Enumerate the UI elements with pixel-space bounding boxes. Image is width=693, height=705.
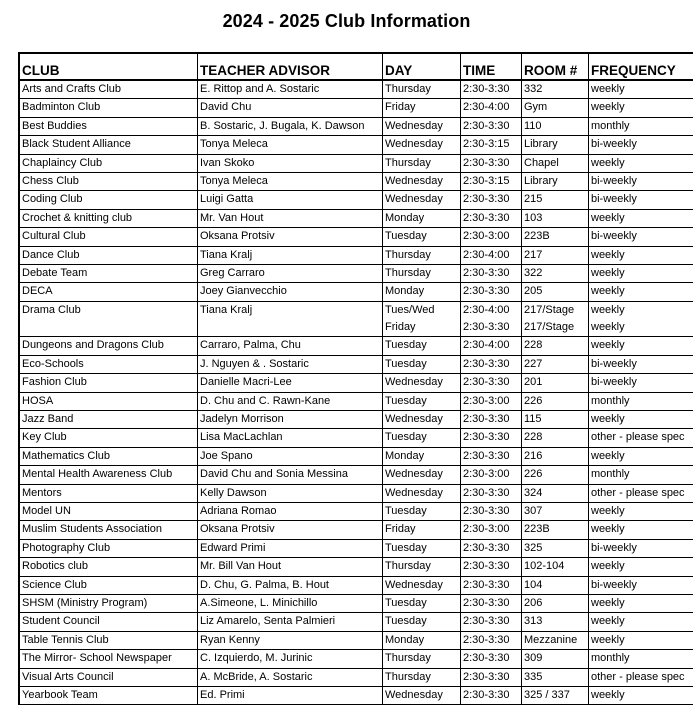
frequency-cell: monthly	[589, 466, 693, 484]
header-row	[19, 53, 693, 80]
room-cell: 216	[522, 447, 589, 465]
time-cell: 2:30-3:30	[461, 686, 522, 704]
table-row	[19, 246, 693, 264]
time-cell: 2:30-3:30	[461, 411, 522, 429]
room-cell: 226	[522, 466, 589, 484]
day-cell: Monday	[383, 447, 461, 465]
frequency-cell: weekly	[589, 209, 693, 227]
club-cell	[19, 319, 198, 337]
club-cell: Jazz Band	[19, 411, 198, 429]
room-cell: Gym	[522, 99, 589, 117]
table-row	[19, 209, 693, 227]
teacher-advisor-cell: A. McBride, A. Sostaric	[198, 668, 383, 686]
table-row	[19, 576, 693, 594]
frequency-cell: weekly	[589, 154, 693, 172]
time-cell: 2:30-3:30	[461, 80, 522, 99]
page-title: 2024 - 2025 Club Information	[0, 11, 693, 32]
room-cell: 223B	[522, 521, 589, 539]
time-cell: 2:30-3:30	[461, 374, 522, 392]
club-cell: Mental Health Awareness Club	[19, 466, 198, 484]
teacher-advisor-cell: Liz Amarelo, Senta Palmieri	[198, 613, 383, 631]
teacher-advisor-cell: Jadelyn Morrison	[198, 411, 383, 429]
club-cell: Debate Team	[19, 264, 198, 282]
table-row	[19, 521, 693, 539]
frequency-cell: bi-weekly	[589, 228, 693, 246]
day-cell: Tuesday	[383, 539, 461, 557]
teacher-advisor-cell: E. Rittop and A. Sostaric	[198, 80, 383, 99]
day-cell: Tues/Wed	[383, 301, 461, 319]
club-cell: Muslim Students Association	[19, 521, 198, 539]
column-header-teacher-advisor: TEACHER ADVISOR	[198, 53, 383, 80]
teacher-advisor-cell: D. Chu, G. Palma, B. Hout	[198, 576, 383, 594]
time-cell: 2:30-3:15	[461, 172, 522, 190]
club-information-table	[18, 52, 693, 705]
day-cell: Tuesday	[383, 355, 461, 373]
time-cell: 2:30-3:30	[461, 154, 522, 172]
club-cell: Black Student Alliance	[19, 136, 198, 154]
time-cell: 2:30-3:30	[461, 429, 522, 447]
table-row	[19, 228, 693, 246]
table-row	[19, 411, 693, 429]
teacher-advisor-cell: Oksana Protsiv	[198, 521, 383, 539]
time-cell: 2:30-3:30	[461, 191, 522, 209]
table-row	[19, 466, 693, 484]
teacher-advisor-cell: Mr. Van Hout	[198, 209, 383, 227]
column-header-day: DAY	[383, 53, 461, 80]
frequency-cell: weekly	[589, 283, 693, 301]
room-cell: 205	[522, 283, 589, 301]
day-cell: Wednesday	[383, 136, 461, 154]
frequency-cell: weekly	[589, 80, 693, 99]
day-cell: Wednesday	[383, 117, 461, 135]
club-cell: Coding Club	[19, 191, 198, 209]
day-cell: Tuesday	[383, 502, 461, 520]
teacher-advisor-cell: C. Izquierdo, M. Jurinic	[198, 650, 383, 668]
frequency-cell: weekly	[589, 686, 693, 704]
time-cell: 2:30-3:30	[461, 650, 522, 668]
room-cell: 215	[522, 191, 589, 209]
table-row	[19, 374, 693, 392]
room-cell: 102-104	[522, 558, 589, 576]
time-cell: 2:30-3:30	[461, 631, 522, 649]
frequency-cell: bi-weekly	[589, 374, 693, 392]
frequency-cell: other - please spec	[589, 484, 693, 502]
day-cell: Wednesday	[383, 191, 461, 209]
time-cell: 2:30-3:30	[461, 355, 522, 373]
table-row	[19, 99, 693, 117]
frequency-cell: weekly	[589, 99, 693, 117]
room-cell: 103	[522, 209, 589, 227]
table-row	[19, 283, 693, 301]
day-cell: Thursday	[383, 558, 461, 576]
room-cell: Chapel	[522, 154, 589, 172]
table-row	[19, 136, 693, 154]
table-row	[19, 172, 693, 190]
day-cell: Wednesday	[383, 576, 461, 594]
teacher-advisor-cell: Edward Primi	[198, 539, 383, 557]
frequency-cell: weekly	[589, 319, 693, 337]
day-cell: Friday	[383, 99, 461, 117]
table-row	[19, 668, 693, 686]
room-cell: Library	[522, 136, 589, 154]
column-header-club: CLUB	[19, 53, 198, 80]
room-cell: 324	[522, 484, 589, 502]
time-cell: 2:30-3:30	[461, 558, 522, 576]
day-cell: Tuesday	[383, 429, 461, 447]
club-cell: Key Club	[19, 429, 198, 447]
teacher-advisor-cell: Tiana Kralj	[198, 246, 383, 264]
day-cell: Tuesday	[383, 613, 461, 631]
table-row	[19, 319, 693, 337]
table-row	[19, 631, 693, 649]
teacher-advisor-cell: Luigi Gatta	[198, 191, 383, 209]
table-row	[19, 686, 693, 704]
club-cell: Drama Club	[19, 301, 198, 319]
time-cell: 2:30-4:00	[461, 337, 522, 355]
room-cell: 228	[522, 337, 589, 355]
table-row	[19, 301, 693, 319]
time-cell: 2:30-3:30	[461, 484, 522, 502]
day-cell: Wednesday	[383, 374, 461, 392]
table-row	[19, 502, 693, 520]
day-cell: Wednesday	[383, 411, 461, 429]
time-cell: 2:30-3:30	[461, 264, 522, 282]
club-cell: Robotics club	[19, 558, 198, 576]
table-row	[19, 337, 693, 355]
club-cell: Crochet & knitting club	[19, 209, 198, 227]
teacher-advisor-cell: Ryan Kenny	[198, 631, 383, 649]
frequency-cell: weekly	[589, 264, 693, 282]
column-header-time: TIME	[461, 53, 522, 80]
teacher-advisor-cell: David Chu and Sonia Messina	[198, 466, 383, 484]
frequency-cell: monthly	[589, 392, 693, 410]
column-header-frequency: FREQUENCY	[589, 53, 693, 80]
club-cell: Visual Arts Council	[19, 668, 198, 686]
room-cell: 307	[522, 502, 589, 520]
day-cell: Friday	[383, 521, 461, 539]
teacher-advisor-cell: Lisa MacLachlan	[198, 429, 383, 447]
frequency-cell: weekly	[589, 631, 693, 649]
teacher-advisor-cell	[198, 319, 383, 337]
club-cell: DECA	[19, 283, 198, 301]
table-row	[19, 154, 693, 172]
club-cell: Arts and Crafts Club	[19, 80, 198, 99]
teacher-advisor-cell: Mr. Bill Van Hout	[198, 558, 383, 576]
table-row	[19, 264, 693, 282]
frequency-cell: bi-weekly	[589, 136, 693, 154]
time-cell: 2:30-4:00	[461, 246, 522, 264]
teacher-advisor-cell: Ivan Skoko	[198, 154, 383, 172]
table-body	[19, 80, 693, 705]
day-cell: Wednesday	[383, 172, 461, 190]
frequency-cell: bi-weekly	[589, 172, 693, 190]
table-row	[19, 594, 693, 612]
frequency-cell: weekly	[589, 246, 693, 264]
table-row	[19, 650, 693, 668]
club-cell: Badminton Club	[19, 99, 198, 117]
club-cell: Chess Club	[19, 172, 198, 190]
table-row	[19, 117, 693, 135]
room-cell: 325 / 337	[522, 686, 589, 704]
time-cell: 2:30-3:00	[461, 521, 522, 539]
teacher-advisor-cell: Danielle Macri-Lee	[198, 374, 383, 392]
room-cell: Library	[522, 172, 589, 190]
table-row	[19, 539, 693, 557]
club-cell: Student Council	[19, 613, 198, 631]
teacher-advisor-cell: A.Simeone, L. Minichillo	[198, 594, 383, 612]
teacher-advisor-cell: D. Chu and C. Rawn-Kane	[198, 392, 383, 410]
room-cell: 115	[522, 411, 589, 429]
day-cell: Tuesday	[383, 228, 461, 246]
club-cell: Mentors	[19, 484, 198, 502]
frequency-cell: weekly	[589, 594, 693, 612]
time-cell: 2:30-3:30	[461, 502, 522, 520]
club-cell: Best Buddies	[19, 117, 198, 135]
club-cell: Dance Club	[19, 246, 198, 264]
day-cell: Wednesday	[383, 466, 461, 484]
room-cell: 335	[522, 668, 589, 686]
club-cell: Science Club	[19, 576, 198, 594]
table-row	[19, 355, 693, 373]
time-cell: 2:30-3:30	[461, 576, 522, 594]
frequency-cell: weekly	[589, 301, 693, 319]
day-cell: Thursday	[383, 668, 461, 686]
room-cell: 313	[522, 613, 589, 631]
table-row	[19, 558, 693, 576]
club-cell: Dungeons and Dragons Club	[19, 337, 198, 355]
frequency-cell: bi-weekly	[589, 539, 693, 557]
day-cell: Friday	[383, 319, 461, 337]
time-cell: 2:30-3:30	[461, 613, 522, 631]
room-cell: 228	[522, 429, 589, 447]
time-cell: 2:30-3:15	[461, 136, 522, 154]
frequency-cell: bi-weekly	[589, 576, 693, 594]
table-row	[19, 613, 693, 631]
teacher-advisor-cell: Kelly Dawson	[198, 484, 383, 502]
club-cell: The Mirror- School Newspaper	[19, 650, 198, 668]
club-cell: Model UN	[19, 502, 198, 520]
club-cell: SHSM (Ministry Program)	[19, 594, 198, 612]
teacher-advisor-cell: Ed. Primi	[198, 686, 383, 704]
room-cell: 110	[522, 117, 589, 135]
frequency-cell: weekly	[589, 337, 693, 355]
frequency-cell: other - please spec	[589, 429, 693, 447]
room-cell: 309	[522, 650, 589, 668]
time-cell: 2:30-3:30	[461, 283, 522, 301]
day-cell: Monday	[383, 631, 461, 649]
table-row	[19, 429, 693, 447]
time-cell: 2:30-3:30	[461, 447, 522, 465]
time-cell: 2:30-3:30	[461, 594, 522, 612]
time-cell: 2:30-4:00	[461, 301, 522, 319]
club-cell: Eco-Schools	[19, 355, 198, 373]
teacher-advisor-cell: Greg Carraro	[198, 264, 383, 282]
time-cell: 2:30-3:30	[461, 539, 522, 557]
day-cell: Tuesday	[383, 594, 461, 612]
teacher-advisor-cell: B. Sostaric, J. Bugala, K. Dawson	[198, 117, 383, 135]
frequency-cell: weekly	[589, 558, 693, 576]
day-cell: Thursday	[383, 154, 461, 172]
room-cell: 217	[522, 246, 589, 264]
frequency-cell: other - please spec	[589, 668, 693, 686]
teacher-advisor-cell: Carraro, Palma, Chu	[198, 337, 383, 355]
frequency-cell: monthly	[589, 117, 693, 135]
day-cell: Thursday	[383, 264, 461, 282]
room-cell: 223B	[522, 228, 589, 246]
club-cell: HOSA	[19, 392, 198, 410]
teacher-advisor-cell: Tonya Meleca	[198, 172, 383, 190]
room-cell: 332	[522, 80, 589, 99]
time-cell: 2:30-3:00	[461, 466, 522, 484]
club-cell: Fashion Club	[19, 374, 198, 392]
time-cell: 2:30-3:30	[461, 209, 522, 227]
frequency-cell: weekly	[589, 502, 693, 520]
time-cell: 2:30-3:00	[461, 228, 522, 246]
frequency-cell: bi-weekly	[589, 191, 693, 209]
teacher-advisor-cell: J. Nguyen & . Sostaric	[198, 355, 383, 373]
room-cell: 206	[522, 594, 589, 612]
column-header-room: ROOM #	[522, 53, 589, 80]
day-cell: Thursday	[383, 80, 461, 99]
room-cell: 201	[522, 374, 589, 392]
day-cell: Wednesday	[383, 484, 461, 502]
table-row	[19, 447, 693, 465]
club-cell: Chaplaincy Club	[19, 154, 198, 172]
day-cell: Thursday	[383, 650, 461, 668]
frequency-cell: bi-weekly	[589, 355, 693, 373]
room-cell: 217/Stage	[522, 319, 589, 337]
club-cell: Table Tennis Club	[19, 631, 198, 649]
teacher-advisor-cell: David Chu	[198, 99, 383, 117]
club-cell: Photography Club	[19, 539, 198, 557]
day-cell: Monday	[383, 209, 461, 227]
time-cell: 2:30-3:30	[461, 319, 522, 337]
room-cell: 227	[522, 355, 589, 373]
teacher-advisor-cell: Tiana Kralj	[198, 301, 383, 319]
room-cell: Mezzanine	[522, 631, 589, 649]
day-cell: Thursday	[383, 246, 461, 264]
teacher-advisor-cell: Tonya Meleca	[198, 136, 383, 154]
table-row	[19, 484, 693, 502]
frequency-cell: weekly	[589, 613, 693, 631]
day-cell: Wednesday	[383, 686, 461, 704]
teacher-advisor-cell: Joe Spano	[198, 447, 383, 465]
day-cell: Tuesday	[383, 337, 461, 355]
day-cell: Tuesday	[383, 392, 461, 410]
room-cell: 104	[522, 576, 589, 594]
club-cell: Cultural Club	[19, 228, 198, 246]
table-row	[19, 392, 693, 410]
club-cell: Yearbook Team	[19, 686, 198, 704]
table-row	[19, 80, 693, 99]
day-cell: Monday	[383, 283, 461, 301]
room-cell: 325	[522, 539, 589, 557]
time-cell: 2:30-4:00	[461, 99, 522, 117]
time-cell: 2:30-3:30	[461, 117, 522, 135]
club-cell: Mathematics Club	[19, 447, 198, 465]
frequency-cell: weekly	[589, 411, 693, 429]
room-cell: 322	[522, 264, 589, 282]
frequency-cell: monthly	[589, 650, 693, 668]
frequency-cell: weekly	[589, 447, 693, 465]
teacher-advisor-cell: Joey Gianvecchio	[198, 283, 383, 301]
time-cell: 2:30-3:30	[461, 668, 522, 686]
teacher-advisor-cell: Oksana Protsiv	[198, 228, 383, 246]
room-cell: 217/Stage	[522, 301, 589, 319]
room-cell: 226	[522, 392, 589, 410]
table-row	[19, 191, 693, 209]
frequency-cell: weekly	[589, 521, 693, 539]
teacher-advisor-cell: Adriana Romao	[198, 502, 383, 520]
time-cell: 2:30-3:00	[461, 392, 522, 410]
